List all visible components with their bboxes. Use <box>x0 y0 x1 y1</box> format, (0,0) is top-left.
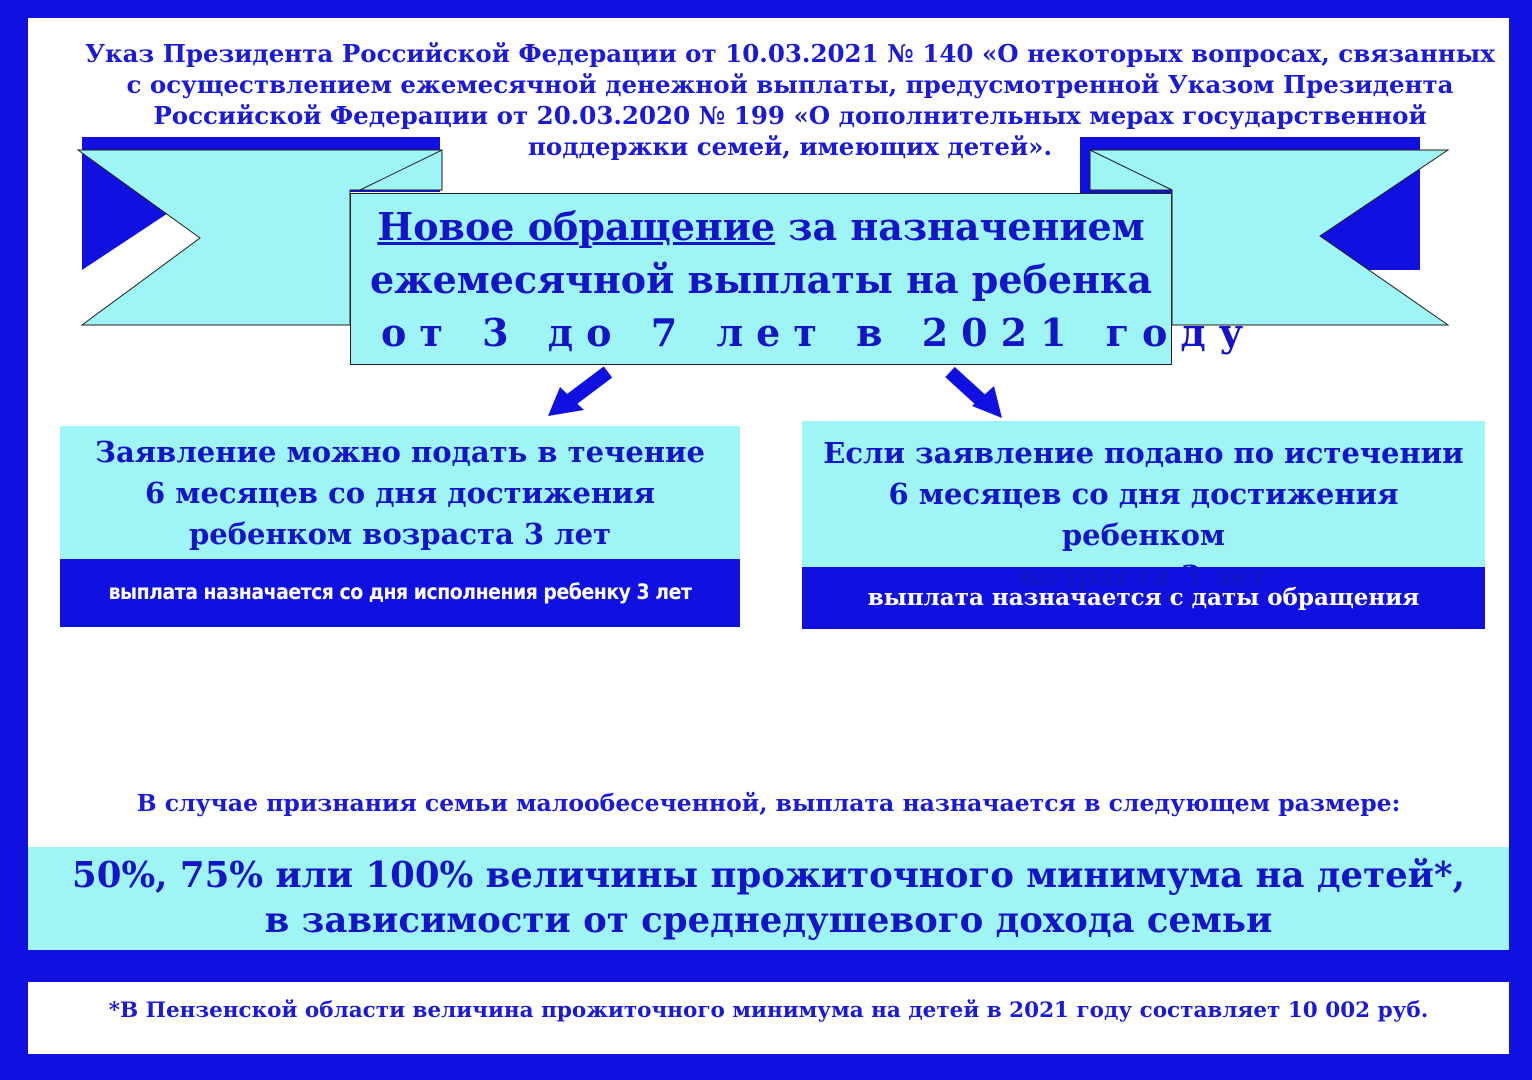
headline-line-2: ежемесячной выплаты на ребенка <box>370 257 1152 302</box>
headline-box <box>350 193 1257 365</box>
headline-underlined: Новое обращение <box>377 204 776 249</box>
headline-line-3: от 3 до 7 лет в 2021 году <box>381 310 1257 355</box>
decree-line: Российской Федерации от 20.03.2020 № 199 «О дополнительных мерах государственной <box>153 101 1427 130</box>
card-right-condition <box>802 421 1485 567</box>
footnote: *В Пензенской области величина прожиточного минимума на детей в 2021 году составляет 10 002 руб. <box>108 998 1429 1023</box>
blue-divider <box>28 950 1509 982</box>
important-line: с детьми. Уполномоченные органы проверят не только доход, но и имущественное положение семьи. <box>116 702 1416 727</box>
card-after-six-months <box>802 421 1485 629</box>
card-right-line: Если заявление подано по истечении <box>823 436 1464 470</box>
important-line: !!! ВАЖНО: выплата носит адресный характер и направлена на поддержание малообеспеченных семей <box>106 669 1426 694</box>
amount-line: в зависимости от среднедушевого дохода семьи <box>264 900 1273 941</box>
decree-line: Указ Президента Российской Федерации от 10.03.2021 № 140 «О некоторых вопросах, связанных <box>85 39 1495 68</box>
case-text: В случае признания семьи малообесеченной, выплата назначается в следующем размере: <box>136 789 1401 817</box>
amount-line: 50%, 75% или 100% величины прожиточного минимума на детей*, <box>72 855 1465 896</box>
decree-reference <box>70 38 1510 162</box>
card-left-condition <box>60 426 740 559</box>
amount-box <box>28 847 1509 950</box>
decree-line: поддержки семей, имеющих детей». <box>527 132 1053 161</box>
card-left-result: выплата назначается со дня исполнения ребенку 3 лет <box>60 559 740 627</box>
arrow-left-icon <box>548 372 608 416</box>
card-left-line: 6 месяцев со дня достижения <box>145 476 655 510</box>
headline-line-1 <box>351 200 1171 253</box>
card-right-result: выплата назначается с даты обращения <box>802 567 1485 629</box>
arrow-right-icon <box>950 372 1002 418</box>
card-right-line: 6 месяцев со дня достижения ребенком <box>888 477 1399 552</box>
card-left-line: Заявление можно подать в течение <box>95 435 705 469</box>
decree-line: с осуществлением ежемесячной денежной выплаты, предусмотренной Указом Президента <box>126 70 1454 99</box>
important-notice <box>0 660 1532 736</box>
card-left-line: ребенком возраста 3 лет <box>188 517 612 551</box>
card-within-six-months <box>60 426 740 627</box>
headline-rest: за назначением <box>775 204 1145 249</box>
